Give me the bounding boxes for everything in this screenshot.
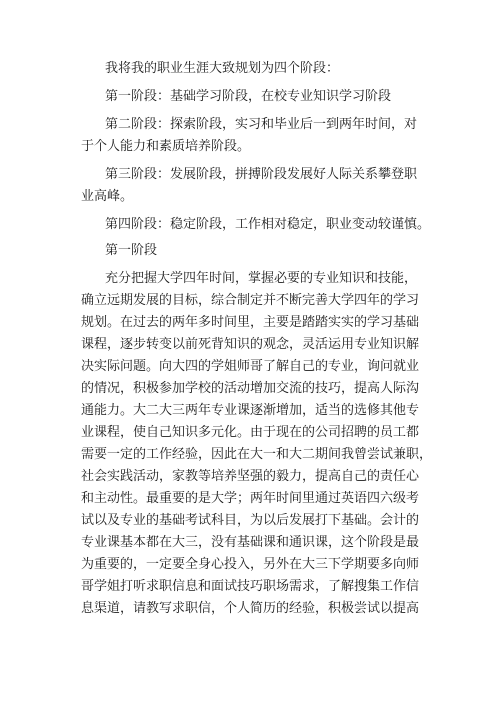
paragraph-line: 规划。在过去的两年多时间里，主要是踏踏实实的学习基础 (81, 315, 420, 330)
paragraph-line: 业课程，使自己知识多元化。由于现在的公司招聘的员工都 (81, 425, 420, 440)
stage-four-line: 第四阶段：稳定阶段，工作相对稳定，职业变动较谨慎。 (105, 217, 431, 232)
paragraph-line: 试以及专业的基础考试科目，为以后发展打下基础。会计的 (81, 513, 420, 528)
paragraph-line: 社会实践活动，家教等培养坚强的毅力，提高自己的责任心 (81, 469, 420, 484)
paragraph-line: 和主动性。最重要的是大学；两年时间里通过英语四六级考 (81, 491, 420, 506)
stage-two-line: 第二阶段：探索阶段，实习和毕业后一到两年时间，对 (105, 117, 418, 132)
main-paragraph (81, 268, 435, 620)
paragraph-line: 哥学姐打听求职信息和面试技巧职场需求，了解搜集工作信 (81, 579, 420, 594)
document-body (81, 58, 435, 620)
paragraph-line: 课程，逐步转变以前死背知识的观念，灵活运用专业知识解 (81, 337, 420, 352)
stage-three-line: 第三阶段：发展阶段，拼搏阶段发展好人际关系攀登职 (105, 167, 418, 182)
paragraph-line: 决实际问题。向大四的学姐师哥了解自己的专业，询问就业 (81, 359, 420, 374)
paragraph-line: 为重要的，一定要全身心投入，另外在大三下学期要多向师 (81, 557, 420, 572)
intro-line: 我将我的职业生涯大致规划为四个阶段： (105, 61, 340, 76)
paragraph-line: 充分把握大学四年时间，掌握必要的专业知识和技能， (105, 271, 418, 286)
paragraph-line: 息渠道，请教写求职信，个人简历的经验，积极尝试以提高 (81, 601, 420, 616)
paragraph-line: 的情况，积极参加学校的活动增加交流的技巧，提高人际沟 (81, 381, 420, 396)
paragraph-line: 通能力。大二大三两年专业课逐渐增加，适当的选修其他专 (81, 403, 420, 418)
paragraph-line: 确立远期发展的目标，综合制定并不断完善大学四年的学习 (81, 293, 420, 308)
section-heading: 第一阶段 (105, 243, 158, 258)
paragraph-line: 需要一定的工作经验，因此在大一和大二期间我曾尝试兼职， (81, 447, 433, 462)
stage-one-line: 第一阶段：基础学习阶段，在校专业知识学习阶段 (105, 89, 392, 104)
stage-two-continuation: 于个人能力和素质培养阶段。 (81, 139, 251, 154)
stage-three-continuation: 业高峰。 (81, 189, 134, 204)
paragraph-line: 专业课基本都在大三，没有基础课和通识课，这个阶段是最 (81, 535, 420, 550)
